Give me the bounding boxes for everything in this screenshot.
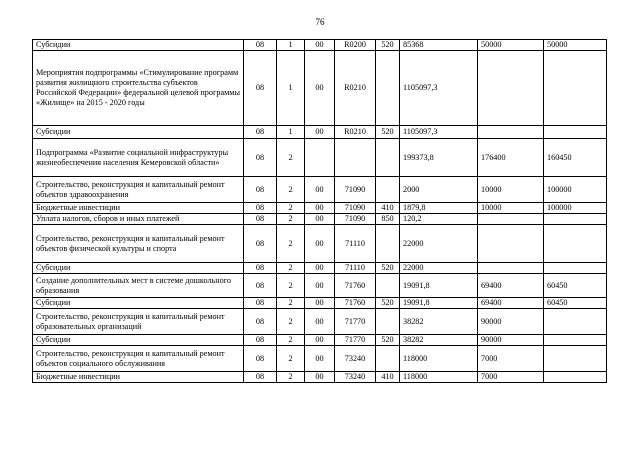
row-value-year-1: 199373,8 [400, 139, 478, 177]
row-value-year-1: 38282 [400, 309, 478, 335]
row-expense-type: 520 [376, 263, 400, 274]
row-value-year-3 [544, 372, 607, 383]
row-value-year-2: 50000 [478, 40, 544, 51]
row-section: 08 [244, 214, 277, 225]
row-value-year-1: 19091,8 [400, 298, 478, 309]
row-expense-type: 850 [376, 214, 400, 225]
row-section: 08 [244, 139, 277, 177]
row-value-year-1: 19091,8 [400, 274, 478, 298]
row-expense-type [376, 225, 400, 263]
row-subsection: 2 [277, 309, 305, 335]
row-program-code: 00 [305, 263, 335, 274]
page-number: 76 [315, 17, 325, 27]
table-row [33, 298, 607, 309]
row-value-year-3: 50000 [544, 40, 607, 51]
row-name: Бюджетные инвестиции [33, 372, 244, 383]
row-section: 08 [244, 274, 277, 298]
row-subsection: 2 [277, 139, 305, 177]
row-value-year-1: 120,2 [400, 214, 478, 225]
row-section: 08 [244, 51, 277, 126]
row-value-year-2: 10000 [478, 203, 544, 214]
row-value-year-2: 69400 [478, 274, 544, 298]
row-value-year-2: 69400 [478, 298, 544, 309]
row-subsection: 2 [277, 335, 305, 346]
table-row [33, 214, 607, 225]
row-expense-type: 410 [376, 372, 400, 383]
row-value-year-2 [478, 214, 544, 225]
row-name: Мероприятия подпрограммы «Стимулирование программ развития жилищного строительства субъектов Российской Федерации» федеральной целевой программы «Жилище» на 2015 - 2020 годы [33, 51, 244, 126]
row-target-article: 71090 [335, 177, 376, 203]
row-subsection: 1 [277, 40, 305, 51]
row-value-year-1: 38282 [400, 335, 478, 346]
row-section: 08 [244, 263, 277, 274]
row-section: 08 [244, 298, 277, 309]
row-expense-type: 520 [376, 298, 400, 309]
row-value-year-2 [478, 126, 544, 139]
row-target-article: 71090 [335, 203, 376, 214]
row-expense-type: 520 [376, 126, 400, 139]
row-subsection: 1 [277, 51, 305, 126]
row-target-article: R0200 [335, 40, 376, 51]
table-row [33, 263, 607, 274]
row-target-article: 73240 [335, 372, 376, 383]
row-value-year-2 [478, 263, 544, 274]
row-value-year-2: 176400 [478, 139, 544, 177]
row-value-year-3 [544, 51, 607, 126]
row-program-code: 00 [305, 335, 335, 346]
row-name: Подпрограмма «Развитие социальной инфраструктуры жизнеобеспечения населения Кемеровской области» [33, 139, 244, 177]
row-value-year-1: 22000 [400, 225, 478, 263]
row-value-year-3 [544, 263, 607, 274]
row-program-code: 00 [305, 40, 335, 51]
row-name: Строительство, реконструкция и капитальный ремонт объектов физической культуры и спорта [33, 225, 244, 263]
row-value-year-2: 90000 [478, 335, 544, 346]
row-target-article: 71770 [335, 309, 376, 335]
row-expense-type [376, 51, 400, 126]
row-subsection: 1 [277, 126, 305, 139]
row-name: Строительство, реконструкция и капитальный ремонт объектов здравоохранения [33, 177, 244, 203]
row-target-article: 71090 [335, 214, 376, 225]
row-value-year-1: 2000 [400, 177, 478, 203]
row-program-code: 00 [305, 309, 335, 335]
table-row [33, 40, 607, 51]
budget-table [32, 39, 607, 383]
table-row [33, 346, 607, 372]
row-subsection: 2 [277, 263, 305, 274]
row-name: Субсидии [33, 335, 244, 346]
row-section: 08 [244, 177, 277, 203]
row-value-year-2: 90000 [478, 309, 544, 335]
row-value-year-3 [544, 335, 607, 346]
table-row [33, 372, 607, 383]
row-value-year-3 [544, 309, 607, 335]
row-target-article: 71760 [335, 298, 376, 309]
row-value-year-3: 100000 [544, 177, 607, 203]
row-value-year-2: 10000 [478, 177, 544, 203]
row-value-year-3 [544, 346, 607, 372]
row-program-code: 00 [305, 126, 335, 139]
row-program-code: 00 [305, 298, 335, 309]
row-name: Субсидии [33, 263, 244, 274]
row-name: Уплата налогов, сборов и иных платежей [33, 214, 244, 225]
row-name: Строительство, реконструкция и капитальный ремонт объектов социального обслуживания [33, 346, 244, 372]
row-section: 08 [244, 335, 277, 346]
row-program-code: 00 [305, 177, 335, 203]
table-body [33, 40, 607, 383]
row-target-article: R0210 [335, 51, 376, 126]
table-row [33, 274, 607, 298]
row-target-article [335, 139, 376, 177]
row-subsection: 2 [277, 346, 305, 372]
table-row [33, 309, 607, 335]
row-program-code [305, 139, 335, 177]
row-target-article: 71770 [335, 335, 376, 346]
row-value-year-3 [544, 214, 607, 225]
table-row [33, 225, 607, 263]
row-name: Строительство, реконструкция и капитальный ремонт образовательных организаций [33, 309, 244, 335]
row-value-year-1: 1105097,3 [400, 51, 478, 126]
row-value-year-2: 7000 [478, 346, 544, 372]
table-row [33, 51, 607, 126]
row-value-year-3: 100000 [544, 203, 607, 214]
row-name: Субсидии [33, 298, 244, 309]
row-expense-type [376, 177, 400, 203]
row-program-code: 00 [305, 346, 335, 372]
row-expense-type: 520 [376, 40, 400, 51]
row-program-code: 00 [305, 372, 335, 383]
table-row [33, 139, 607, 177]
row-program-code: 00 [305, 274, 335, 298]
row-program-code: 00 [305, 214, 335, 225]
row-program-code: 00 [305, 203, 335, 214]
row-expense-type [376, 346, 400, 372]
row-name: Субсидии [33, 126, 244, 139]
row-target-article: 71760 [335, 274, 376, 298]
row-subsection: 2 [277, 274, 305, 298]
row-value-year-1: 118000 [400, 372, 478, 383]
row-expense-type [376, 139, 400, 177]
row-subsection: 2 [277, 214, 305, 225]
row-section: 08 [244, 346, 277, 372]
table-row [33, 335, 607, 346]
row-value-year-2: 7000 [478, 372, 544, 383]
row-expense-type: 410 [376, 203, 400, 214]
row-value-year-3 [544, 126, 607, 139]
row-value-year-2 [478, 225, 544, 263]
row-subsection: 2 [277, 225, 305, 263]
row-value-year-3: 160450 [544, 139, 607, 177]
row-subsection: 2 [277, 203, 305, 214]
row-expense-type [376, 274, 400, 298]
row-value-year-1: 1879,8 [400, 203, 478, 214]
row-name: Создание дополнительных мест в системе дошкольного образования [33, 274, 244, 298]
row-target-article: R0210 [335, 126, 376, 139]
row-value-year-1: 1105097,3 [400, 126, 478, 139]
table-row [33, 203, 607, 214]
row-value-year-3 [544, 225, 607, 263]
row-expense-type: 520 [376, 335, 400, 346]
row-subsection: 2 [277, 298, 305, 309]
row-section: 08 [244, 40, 277, 51]
row-section: 08 [244, 126, 277, 139]
table-row [33, 177, 607, 203]
row-target-article: 71110 [335, 263, 376, 274]
row-name: Субсидии [33, 40, 244, 51]
row-section: 08 [244, 309, 277, 335]
row-name: Бюджетные инвестиции [33, 203, 244, 214]
row-value-year-1: 118000 [400, 346, 478, 372]
row-value-year-1: 22000 [400, 263, 478, 274]
row-value-year-3: 60450 [544, 274, 607, 298]
row-section: 08 [244, 225, 277, 263]
row-value-year-1: 85368 [400, 40, 478, 51]
table-row [33, 126, 607, 139]
row-target-article: 73240 [335, 346, 376, 372]
row-subsection: 2 [277, 177, 305, 203]
row-program-code: 00 [305, 225, 335, 263]
row-program-code: 00 [305, 51, 335, 126]
row-value-year-2 [478, 51, 544, 126]
row-target-article: 71110 [335, 225, 376, 263]
row-section: 08 [244, 203, 277, 214]
row-value-year-3: 60450 [544, 298, 607, 309]
row-section: 08 [244, 372, 277, 383]
row-subsection: 2 [277, 372, 305, 383]
row-expense-type [376, 309, 400, 335]
